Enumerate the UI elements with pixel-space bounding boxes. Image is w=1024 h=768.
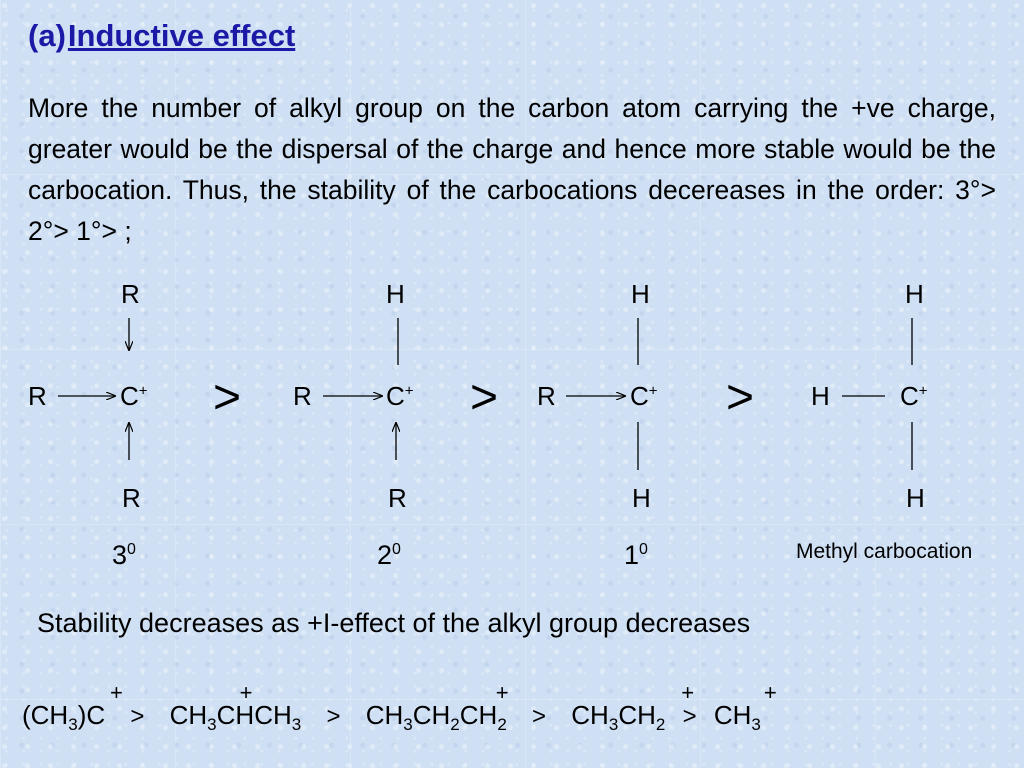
structure-3-center-atom: C+ (120, 381, 148, 411)
degree-label-tertiary: $3^0$ (112, 540, 136, 570)
heading-title: Inductive effect (67, 18, 296, 53)
series-item-ethyl: $CH_3CH_2$ + (571, 680, 695, 735)
structure-2-bottom-atom: R (388, 483, 407, 513)
greater-than-symbol: > (532, 703, 547, 730)
greater-than-symbol: > (726, 371, 755, 424)
charge-plus: + (239, 680, 253, 705)
structure-3-top-atom: R (121, 279, 140, 309)
series-item-tertiary: $(CH_3)C$ + (22, 680, 123, 735)
methyl-center-atom: C+ (900, 381, 928, 411)
structure-1-bottom-atom: H (632, 483, 651, 513)
greater-than-symbol: > (682, 703, 697, 730)
degree-label-secondary: $2^0$ (377, 540, 401, 570)
structure-1-left-atom: R (537, 381, 556, 411)
charge-plus: + (763, 680, 777, 705)
greater-than-symbol: > (470, 371, 499, 424)
structure-3-left-atom: R (28, 381, 47, 411)
greater-than-symbol: > (213, 371, 242, 424)
degree-label-primary: $1^0$ (624, 540, 648, 570)
heading-prefix: (a) (28, 18, 66, 53)
series-item-secondary: $CH_3CHCH_3$ + (169, 680, 302, 735)
structure-2-center-atom: C+ (386, 381, 414, 411)
methyl-top-atom: H (905, 279, 924, 309)
stability-note: Stability decreases as +I-effect of the alkyl group decreases (37, 608, 751, 638)
structure-2-left-atom: R (293, 381, 312, 411)
structure-2-top-atom: H (386, 279, 405, 309)
methyl-left-atom: H (811, 381, 830, 411)
greater-than-symbol: > (130, 703, 145, 730)
carbocation-series (22, 680, 777, 735)
series-item-methyl: $CH_3$ + (713, 680, 777, 735)
structure-1-top-atom: H (631, 279, 650, 309)
structure-1-center-atom: C+ (630, 381, 658, 411)
structure-3-bottom-atom: R (122, 483, 141, 513)
methyl-carbocation-caption: Methyl carbocation (796, 540, 973, 563)
methyl-bottom-atom: H (906, 483, 925, 513)
charge-plus: + (110, 680, 123, 705)
charge-plus: + (681, 680, 695, 705)
charge-plus: + (495, 680, 509, 705)
explanation-paragraph: More the number of alkyl group on the carbon atom carrying the +ve charge, greater would be the dispersal of the charge and hence more stable would be the carbocation. Thus, the stability of the carbocations decereases in the order: 3°> 2°> 1°> ; (28, 93, 996, 246)
greater-than-symbol: > (326, 703, 341, 730)
series-item-primary: $CH_3CH_2CH_2$ + (365, 680, 509, 735)
